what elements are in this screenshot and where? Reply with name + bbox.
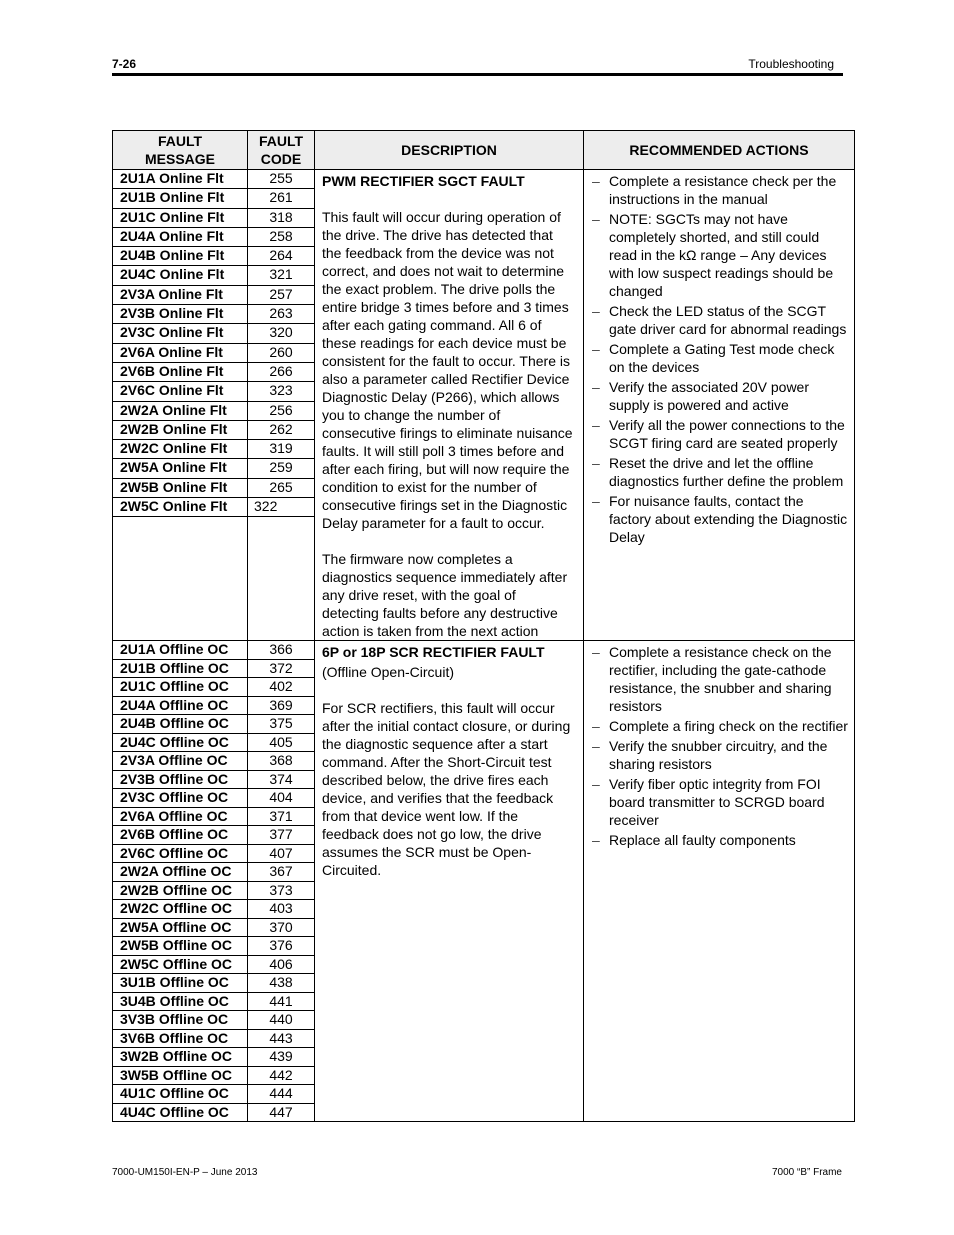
action-item: – Check the LED status of the SCGT gate driver card for abnormal readings: [592, 302, 848, 338]
fault-message-cell: 3V6B Offline OC: [113, 1029, 248, 1048]
action-item: – Complete a firing check on the rectifier: [592, 717, 848, 735]
action-item: – Verify the associated 20V power supply is powered and active: [592, 378, 848, 414]
fault-code-cell: 375: [248, 715, 315, 734]
fault-message-cell: 3U1B Offline OC: [113, 974, 248, 993]
fault-message-cell: 2V3A Online Flt: [113, 285, 248, 304]
fault-message-cell: 2U1A Online Flt: [113, 170, 248, 189]
fault-code-cell: 406: [248, 955, 315, 974]
col-fault-code: FAULT CODE: [248, 131, 315, 170]
fault-code-cell: 256: [248, 401, 315, 420]
description-paragraph: This fault will occur during operation of the drive. The drive has detected that the feedback from the device was not correct, and does not wait to determine the exact problem. The drive polls the entire bridge 3 times before and 3 times after each gating command. All 6 of these readings for each device must be consistent for the fault to occur. There is also a parameter called Rectifier Device Diagnostic Delay (P266), which allows you to change the number of consecutive firings to eliminate nuisance faults. It will still poll 3 times before and after each firing, but will now require the condition to exist for the number of consecutive firings set in the Diagnostic Delay parameter for a fault to occur.: [322, 209, 573, 531]
table-row: [113, 641, 855, 660]
fault-code-cell: 319: [248, 440, 315, 459]
footer-product: 7000 “B” Frame: [771, 1167, 842, 1178]
fault-code-cell: 263: [248, 305, 315, 324]
fault-code-cell: 261: [248, 189, 315, 208]
fault-code-cell: 369: [248, 696, 315, 715]
fault-message-cell: 2V6B Offline OC: [113, 826, 248, 845]
fault-message-cell: 2W5C Online Flt: [113, 498, 248, 517]
fault-message-cell: 2W2C Offline OC: [113, 900, 248, 919]
fault-code-cell: 377: [248, 826, 315, 845]
fault-code-cell: 372: [248, 659, 315, 678]
table-row: [113, 170, 855, 189]
page-number: 7-26: [112, 57, 137, 71]
fault-code-cell: 370: [248, 918, 315, 937]
header-rule: [112, 73, 843, 76]
fault-code-cell: 367: [248, 863, 315, 882]
fault-message-cell: 2U1A Offline OC: [113, 641, 248, 660]
fault-code-cell: 321: [248, 266, 315, 285]
fault-message-cell: 2U4A Online Flt: [113, 227, 248, 246]
action-item: – Verify fiber optic integrity from FOI board transmitter to SCRGD board receiver: [592, 775, 848, 829]
fault-code-cell: 322: [248, 498, 315, 517]
action-item: – Complete a resistance check on the rectifier, including the gate-cathode resistance, the snubber and sharing resistors: [592, 643, 848, 715]
fault-code-cell: 439: [248, 1048, 315, 1067]
fault-code-cell: 438: [248, 974, 315, 993]
fault-code-cell: 320: [248, 324, 315, 343]
description-paragraph: The firmware now completes a diagnostics sequence immediately after any drive reset, with the goal of detecting faults before any destructive action is taken from the next action: [322, 551, 568, 639]
fault-message-cell: 2W2C Online Flt: [113, 440, 248, 459]
fault-message-cell: 3W5B Offline OC: [113, 1066, 248, 1085]
fault-code-cell: 440: [248, 1011, 315, 1030]
fault-code-cell: 403: [248, 900, 315, 919]
fault-message-cell: 2V6A Offline OC: [113, 807, 248, 826]
fault-message-cell: 2W2A Online Flt: [113, 401, 248, 420]
fault-code-cell: 444: [248, 1085, 315, 1104]
action-item: – Complete a resistance check per the instructions in the manual: [592, 172, 848, 208]
fault-code-cell: 373: [248, 881, 315, 900]
fault-code-cell: 443: [248, 1029, 315, 1048]
fault-message-cell: 3U4B Offline OC: [113, 992, 248, 1011]
recommended-actions-cell: [584, 641, 855, 1122]
fault-code-cell-empty: [248, 517, 315, 641]
section-title: Troubleshooting: [748, 57, 834, 71]
description-cell: [315, 641, 584, 1122]
fault-code-cell: 368: [248, 752, 315, 771]
recommended-actions-cell: [584, 170, 855, 641]
action-list: [592, 172, 848, 546]
action-item: – Replace all faulty components: [592, 831, 848, 849]
fault-code-cell: 407: [248, 844, 315, 863]
fault-message-cell: 2W5C Offline OC: [113, 955, 248, 974]
fault-code-cell: 257: [248, 285, 315, 304]
fault-code-cell: 265: [248, 478, 315, 497]
fault-code-cell: 260: [248, 343, 315, 362]
col-recommended-actions: RECOMMENDED ACTIONS: [584, 131, 855, 170]
fault-message-cell-empty: [113, 517, 248, 641]
fault-code-cell: 323: [248, 382, 315, 401]
fault-message-cell: 2U4B Online Flt: [113, 247, 248, 266]
fault-message-cell: 2V3B Offline OC: [113, 770, 248, 789]
fault-code-cell: 266: [248, 362, 315, 381]
fault-code-cell: 255: [248, 170, 315, 189]
fault-message-cell: 2W2A Offline OC: [113, 863, 248, 882]
action-item: – Complete a Gating Test mode check on the devices: [592, 340, 848, 376]
fault-code-cell: 441: [248, 992, 315, 1011]
description-subtitle: (Offline Open-Circuit): [322, 664, 455, 680]
table-header-row: [113, 131, 855, 170]
fault-message-cell: 2U4B Offline OC: [113, 715, 248, 734]
fault-code-cell: 374: [248, 770, 315, 789]
description-paragraph: For SCR rectifiers, this fault will occur after the initial contact closure, or during the diagnostic sequence after a start command. After the Short-Circuit test described below, the drive fires each device, and verifies that the feedback from that device went low. If the feedback does not go low, the drive assumes the SCR must be Open-Circuited.: [322, 700, 571, 878]
fault-message-cell: 2V3C Offline OC: [113, 789, 248, 808]
fault-message-cell: 2V6C Online Flt: [113, 382, 248, 401]
fault-message-cell: 2U1C Online Flt: [113, 208, 248, 227]
fault-code-cell: 376: [248, 937, 315, 956]
fault-message-cell: 2V6B Online Flt: [113, 362, 248, 381]
fault-code-cell: 259: [248, 459, 315, 478]
description-cell: [315, 170, 584, 641]
fault-message-cell: 2V3A Offline OC: [113, 752, 248, 771]
fault-message-cell: 4U4C Offline OC: [113, 1103, 248, 1122]
action-item: – NOTE: SGCTs may not have completely shorted, and still could read in the kΩ range – Any devices with low suspect readings should be changed: [592, 210, 848, 300]
action-item: – Verify the snubber circuitry, and the sharing resistors: [592, 737, 848, 773]
footer-doc-id: 7000-UM150I-EN-P – June 2013: [112, 1167, 258, 1178]
fault-message-cell: 2W5A Online Flt: [113, 459, 248, 478]
description-title: 6P or 18P SCR RECTIFIER FAULT: [322, 644, 545, 660]
fault-message-cell: 2W5B Offline OC: [113, 937, 248, 956]
fault-code-cell: 318: [248, 208, 315, 227]
fault-message-cell: 2U4C Online Flt: [113, 266, 248, 285]
fault-message-cell: 2W5B Online Flt: [113, 478, 248, 497]
fault-message-cell: 2V6C Offline OC: [113, 844, 248, 863]
fault-code-cell: 402: [248, 678, 315, 697]
fault-code-cell: 404: [248, 789, 315, 808]
col-fault-message: FAULT MESSAGE: [113, 131, 248, 170]
fault-code-cell: 371: [248, 807, 315, 826]
fault-message-cell: 3W2B Offline OC: [113, 1048, 248, 1067]
fault-message-cell: 2U1C Offline OC: [113, 678, 248, 697]
fault-code-cell: 258: [248, 227, 315, 246]
col-description: DESCRIPTION: [315, 131, 584, 170]
fault-message-cell: 2W5A Offline OC: [113, 918, 248, 937]
fault-code-cell: 405: [248, 733, 315, 752]
fault-message-cell: 2U1B Offline OC: [113, 659, 248, 678]
action-list: [592, 643, 848, 849]
action-item: – Reset the drive and let the offline diagnostics further define the problem: [592, 454, 848, 490]
fault-message-cell: 3V3B Offline OC: [113, 1011, 248, 1030]
fault-message-cell: 4U1C Offline OC: [113, 1085, 248, 1104]
description-title: PWM RECTIFIER SGCT FAULT: [322, 173, 525, 189]
fault-message-cell: 2U4C Offline OC: [113, 733, 248, 752]
fault-message-cell: 2U4A Offline OC: [113, 696, 248, 715]
fault-code-cell: 264: [248, 247, 315, 266]
fault-code-cell: 442: [248, 1066, 315, 1085]
fault-table: [112, 130, 855, 1122]
fault-code-cell: 366: [248, 641, 315, 660]
fault-message-cell: 2V3B Online Flt: [113, 305, 248, 324]
fault-code-cell: 447: [248, 1103, 315, 1122]
fault-message-cell: 2W2B Online Flt: [113, 420, 248, 439]
action-item: – For nuisance faults, contact the factory about extending the Diagnostic Delay: [592, 492, 848, 546]
fault-message-cell: 2V3C Online Flt: [113, 324, 248, 343]
fault-message-cell: 2W2B Offline OC: [113, 881, 248, 900]
fault-message-cell: 2V6A Online Flt: [113, 343, 248, 362]
fault-code-cell: 262: [248, 420, 315, 439]
fault-message-cell: 2U1B Online Flt: [113, 189, 248, 208]
action-item: – Verify all the power connections to the SCGT firing card are seated properly: [592, 416, 848, 452]
